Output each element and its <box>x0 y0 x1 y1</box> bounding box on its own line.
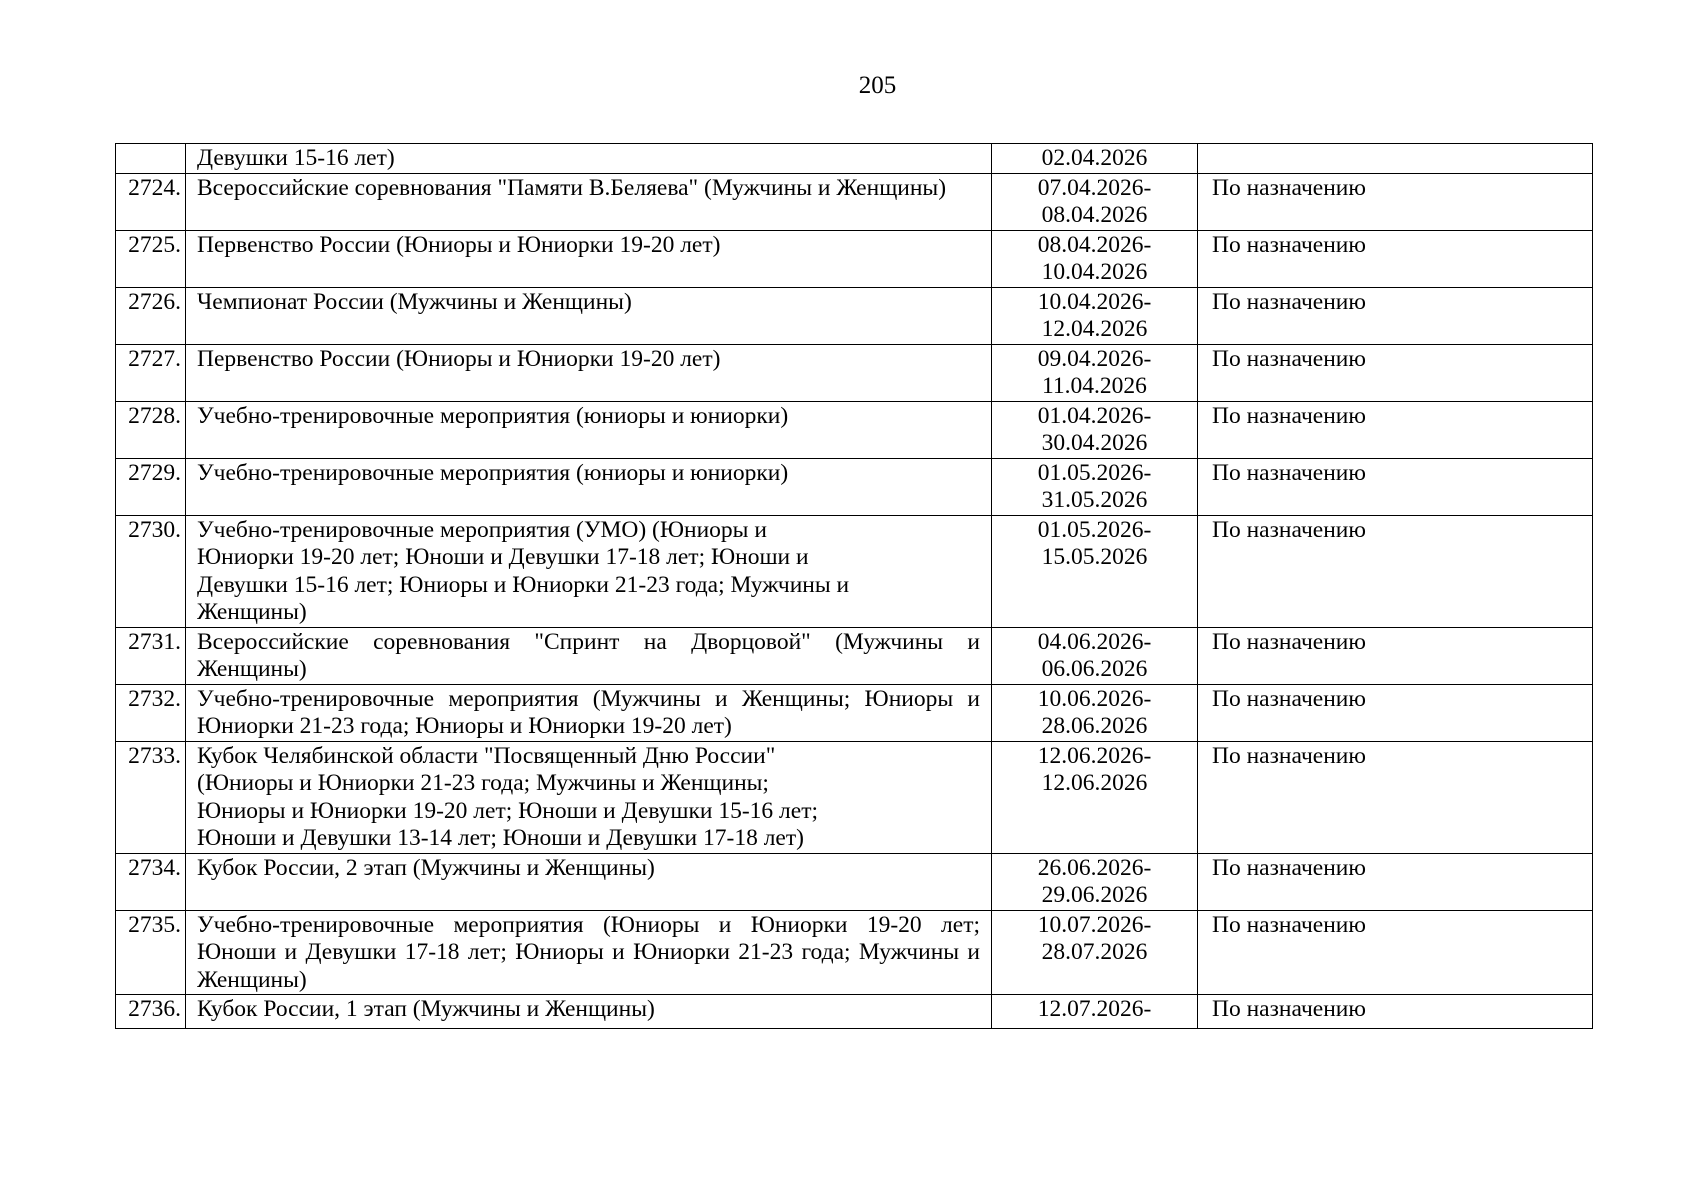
event-place-cell: По назначению <box>1198 995 1593 1029</box>
event-dates-cell: 08.04.2026- 10.04.2026 <box>992 230 1198 287</box>
event-dates-cell: 07.04.2026- 08.04.2026 <box>992 173 1198 230</box>
event-dates-cell: 10.07.2026- 28.07.2026 <box>992 910 1198 995</box>
table-row <box>116 144 1593 174</box>
table-row <box>116 741 1593 853</box>
event-dates-cell: 09.04.2026- 11.04.2026 <box>992 344 1198 401</box>
event-name-cell: Учебно-тренировочные мероприятия (Мужчины и Женщины; Юниоры и Юниорки 21-23 года; Юниоры и Юниорки 19-20 лет) <box>186 684 992 741</box>
event-number-cell: 2733. <box>116 741 186 853</box>
event-name-cell: Чемпионат России (Мужчины и Женщины) <box>186 287 992 344</box>
event-place-cell: По назначению <box>1198 853 1593 910</box>
event-place-cell: По назначению <box>1198 910 1593 995</box>
event-place-cell: По назначению <box>1198 344 1593 401</box>
page-number: 205 <box>858 72 897 99</box>
table-row <box>116 401 1593 458</box>
event-number-cell <box>116 144 186 174</box>
event-dates-cell: 04.06.2026- 06.06.2026 <box>992 627 1198 684</box>
event-number-cell: 2725. <box>116 230 186 287</box>
event-place-cell: По назначению <box>1198 287 1593 344</box>
event-place-cell: По назначению <box>1198 684 1593 741</box>
event-number-cell: 2728. <box>116 401 186 458</box>
event-dates-cell: 10.06.2026- 28.06.2026 <box>992 684 1198 741</box>
table-row <box>116 287 1593 344</box>
event-number-cell: 2727. <box>116 344 186 401</box>
event-place-cell: По назначению <box>1198 515 1593 627</box>
table-row <box>116 344 1593 401</box>
event-dates-cell: 10.04.2026- 12.04.2026 <box>992 287 1198 344</box>
event-number-cell: 2724. <box>116 173 186 230</box>
event-name-cell: Всероссийские соревнования "Памяти В.Беляева" (Мужчины и Женщины) <box>186 173 992 230</box>
event-number-cell: 2731. <box>116 627 186 684</box>
event-dates-cell: 01.05.2026- 31.05.2026 <box>992 458 1198 515</box>
table-row <box>116 853 1593 910</box>
event-name-cell: Девушки 15-16 лет) <box>186 144 992 174</box>
event-number-cell: 2726. <box>116 287 186 344</box>
table-row <box>116 173 1593 230</box>
event-name-cell: Учебно-тренировочные мероприятия (юниоры и юниорки) <box>186 458 992 515</box>
event-name-cell: Учебно-тренировочные мероприятия (юниоры и юниорки) <box>186 401 992 458</box>
event-number-cell: 2732. <box>116 684 186 741</box>
events-table <box>115 143 1593 1029</box>
event-name-cell: Учебно-тренировочные мероприятия (Юниоры и Юниорки 19-20 лет; Юноши и Девушки 17-18 лет; Юниоры и Юниорки 21-23 года; Мужчины и Женщины) <box>186 910 992 995</box>
event-dates-cell: 26.06.2026- 29.06.2026 <box>992 853 1198 910</box>
event-place-cell <box>1198 144 1593 174</box>
event-dates-cell: 01.05.2026- 15.05.2026 <box>992 515 1198 627</box>
event-number-cell: 2729. <box>116 458 186 515</box>
table-row <box>116 995 1593 1029</box>
event-name-cell: Кубок России, 2 этап (Мужчины и Женщины) <box>186 853 992 910</box>
event-name-cell: Первенство России (Юниоры и Юниорки 19-20 лет) <box>186 230 992 287</box>
event-dates-cell: 12.06.2026- 12.06.2026 <box>992 741 1198 853</box>
events-table-body <box>116 144 1593 1029</box>
event-dates-cell: 01.04.2026- 30.04.2026 <box>992 401 1198 458</box>
event-place-cell: По назначению <box>1198 458 1593 515</box>
table-row <box>116 230 1593 287</box>
event-name-cell: Учебно-тренировочные мероприятия (УМО) (Юниоры и Юниорки 19-20 лет; Юноши и Девушки 17-18 лет; Юноши и Девушки 15-16 лет; Юниоры и Юниорки 21-23 года; Мужчины и Женщины) <box>186 515 992 627</box>
event-number-cell: 2736. <box>116 995 186 1029</box>
event-place-cell: По назначению <box>1198 173 1593 230</box>
event-dates-cell: 02.04.2026 <box>992 144 1198 174</box>
event-number-cell: 2734. <box>116 853 186 910</box>
table-row <box>116 627 1593 684</box>
event-name-cell: Первенство России (Юниоры и Юниорки 19-20 лет) <box>186 344 992 401</box>
table-row <box>116 684 1593 741</box>
event-dates-cell: 12.07.2026- <box>992 995 1198 1029</box>
event-place-cell: По назначению <box>1198 627 1593 684</box>
event-place-cell: По назначению <box>1198 401 1593 458</box>
event-number-cell: 2735. <box>116 910 186 995</box>
event-place-cell: По назначению <box>1198 230 1593 287</box>
event-place-cell: По назначению <box>1198 741 1593 853</box>
event-name-cell: Кубок России, 1 этап (Мужчины и Женщины) <box>186 995 992 1029</box>
event-name-cell: Кубок Челябинской области "Посвященный Дню России" (Юниоры и Юниорки 21-23 года; Мужчины и Женщины; Юниоры и Юниорки 19-20 лет; Юноши и Девушки 15-16 лет; Юноши и Девушки 13-14 лет; Юноши и Девушки 17-18 лет) <box>186 741 992 853</box>
table-row <box>116 515 1593 627</box>
table-row <box>116 910 1593 995</box>
event-name-cell: Всероссийские соревнования "Спринт на Дворцовой" (Мужчины и Женщины) <box>186 627 992 684</box>
table-row <box>116 458 1593 515</box>
event-number-cell: 2730. <box>116 515 186 627</box>
